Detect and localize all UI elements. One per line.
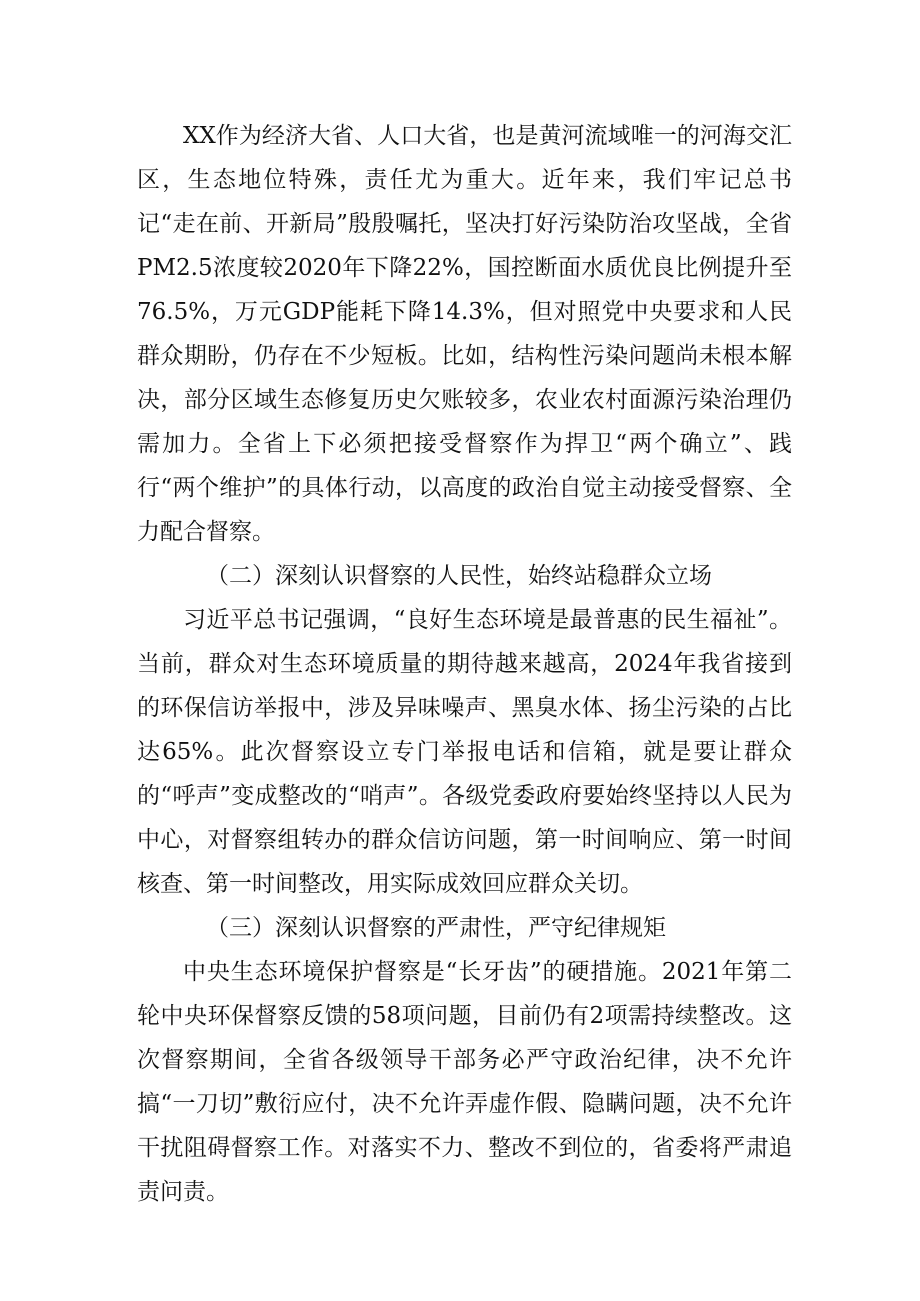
paragraph-discipline: 中央生态环境保护督察是“长牙齿”的硬措施。2021年第二轮中央环保督察反馈的58项问题，目前仍有2项需持续整改。这次督察期间，全省各级领导干部务必严守政治纪律，决不允许搞“一刀切”敷衍应付，决不允许弄虚作假、隐瞒问题，决不允许干扰阻碍督察工作。对落实不力、整改不到位的，省委将严肃追责问责。 — [137, 959, 792, 1205]
document-body — [137, 114, 792, 1214]
paragraph-people: 习近平总书记强调，“良好生态环境是最普惠的民生福祉”。当前，群众对生态环境质量的期待越来越高，2024年我省接到的环保信访举报中，涉及异味噪声、黑臭水体、扬尘污染的占比达65%。此次督察设立专门举报电话和信箱，就是要让群众的“呼声”变成整改的“哨声”。各级党委政府要始终坚持以人民为中心，对督察组转办的群众信访问题，第一时间响应、第一时间核查、第一时间整改，用实际成效回应群众关切。 — [137, 607, 792, 897]
paragraph-intro: XX作为经济大省、人口大省，也是黄河流域唯一的河海交汇区，生态地位特殊，责任尤为重大。近年来，我们牢记总书记“走在前、开新局”殷殷嘱托，坚决打好污染防治攻坚战，全省PM2.5浓度较2020年下降22%，国控断面水质优良比例提升至76.5%，万元GDP能耗下降14.3%，但对照党中央要求和人民群众期盼，仍存在不少短板。比如，结构性污染问题尚未根本解决，部分区域生态修复历史欠账较多，农业农村面源污染治理仍需加力。全省上下必须把接受督察作为捍卫“两个确立”、践行“两个维护”的具体行动，以高度的政治自觉主动接受督察、全力配合督察。 — [137, 123, 792, 545]
section-heading-3: （三）深刻认识督察的严肃性，严守纪律规矩 — [206, 915, 666, 941]
section-heading-2: （二）深刻认识督察的人民性，始终站稳群众立场 — [206, 563, 712, 589]
